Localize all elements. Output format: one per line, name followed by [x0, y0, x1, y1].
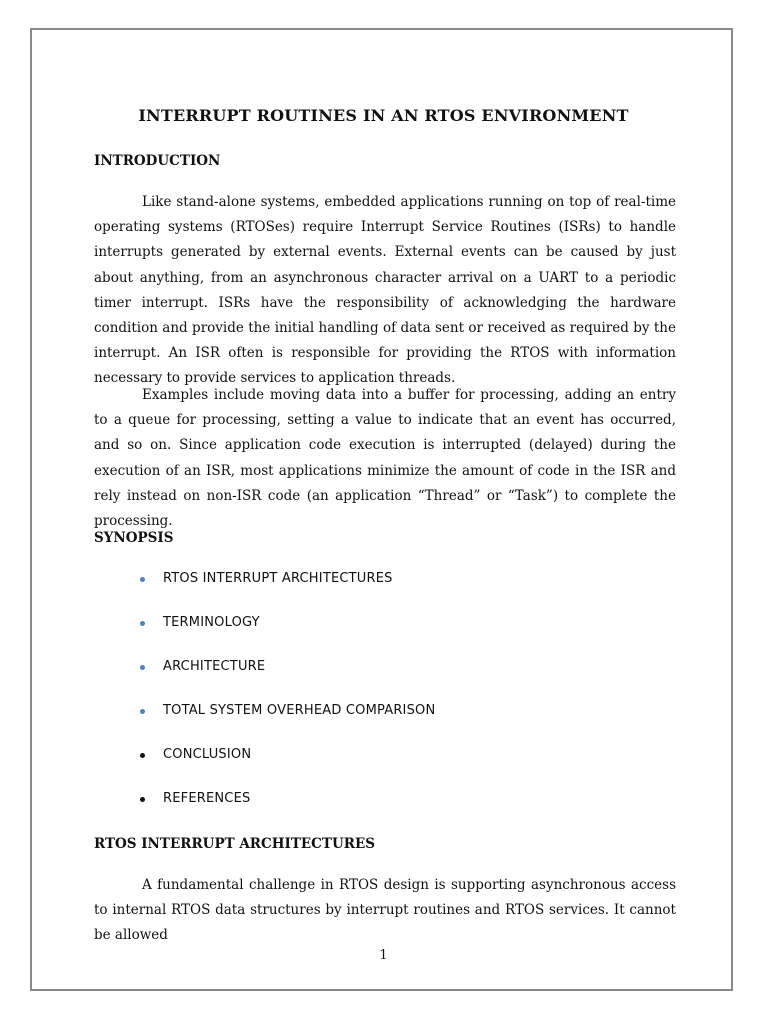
list-item: [94, 658, 435, 702]
bullet-icon: [140, 621, 145, 626]
list-item: [94, 570, 435, 614]
bullet-icon: [140, 753, 145, 758]
bullet-icon: [140, 709, 145, 714]
bullet-icon: [140, 797, 145, 802]
synopsis-list: [94, 570, 435, 834]
introduction-paragraph-1: Like stand-alone systems, embedded applications running on top of real-time operating systems (RTOSes) require Interrupt Service Routines (ISRs) to handle interrupts generated by external events. External events can be caused by just about anything, from an asynchronous character arrival on a UART to a periodic timer interrupt. ISRs have the responsibility of acknowledging the hardware condition and provide the initial handling of data sent or received as required by the interrupt. An ISR often is responsible for providing the RTOS with information necessary to provide services to application threads.: [94, 194, 676, 387]
synopsis-item-label: REFERENCES: [163, 791, 251, 806]
rtos-interrupt-architectures-heading: RTOS INTERRUPT ARCHITECTURES: [94, 836, 376, 852]
document-page: [30, 28, 733, 991]
introduction-paragraph-2: Examples include moving data into a buffer for processing, adding an entry to a queue for processing, setting a value to indicate that an event has occurred, and so on. Since application code execution is interrupted (delayed) during the execution of an ISR, most applications minimize the amount of code in the ISR and rely instead on non-ISR code (an application “Thread” or “Task”) to complete the processing.: [94, 387, 676, 530]
bullet-icon: [140, 665, 145, 670]
list-item: [94, 614, 435, 658]
synopsis-item-label: TERMINOLOGY: [163, 615, 260, 630]
bullet-icon: [140, 577, 145, 582]
synopsis-item-label: RTOS INTERRUPT ARCHITECTURES: [163, 571, 393, 586]
synopsis-item-label: TOTAL SYSTEM OVERHEAD COMPARISON: [163, 703, 436, 718]
synopsis-item-label: CONCLUSION: [163, 747, 252, 762]
document-title: INTERRUPT ROUTINES IN AN RTOS ENVIRONMENT: [138, 106, 629, 125]
introduction-heading: INTRODUCTION: [94, 153, 221, 169]
rtos-interrupt-architectures-paragraph: A fundamental challenge in RTOS design is supporting asynchronous access to internal RTOS data structures by interrupt routines and RTOS services. It cannot be allowed: [94, 877, 676, 944]
list-item: [94, 702, 435, 746]
list-item: [94, 746, 435, 790]
page-number: 1: [379, 948, 388, 963]
synopsis-item-label: ARCHITECTURE: [163, 659, 266, 674]
list-item: [94, 790, 435, 834]
synopsis-heading: SYNOPSIS: [94, 530, 174, 546]
